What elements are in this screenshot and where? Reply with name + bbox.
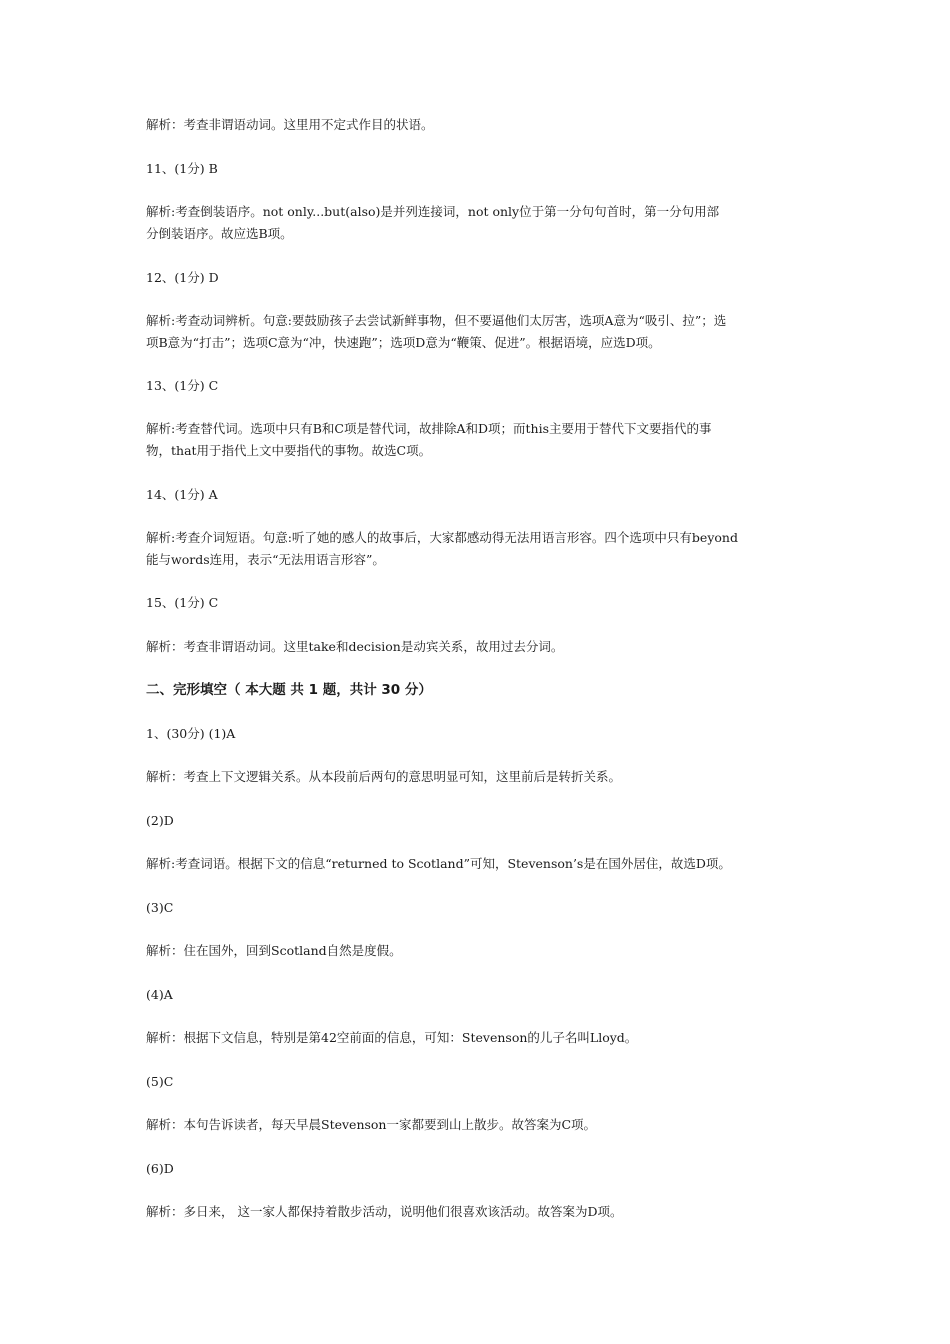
explanation-15: 解析：考查非谓语动词。这里take和decision是动宾关系，故用过去分词。 — [146, 639, 564, 654]
explanation-12-line2: 项B意为“打击”；选项C意为“冲，快速跑”；选项D意为“鞭策、促进”。根据语境，应选D项。 — [146, 335, 661, 350]
explanation-cloze-5: 解析：本句告诉读者，每天早晨Stevenson一家都要到山上散步。故答案为C项。 — [146, 1117, 597, 1132]
answer-14: 14、(1分) A — [146, 487, 218, 502]
explanation-14-line1: 解析:考查介词短语。句意:听了她的感人的故事后，大家都感动得无法用语言形容。四个选项中只有beyond — [146, 530, 738, 545]
explanation-cloze-3: 解析：住在国外，回到Scotland自然是度假。 — [146, 943, 402, 958]
answer-15: 15、(1分) C — [146, 595, 219, 610]
explanation-11-line2: 分倒装语序。故应选B项。 — [146, 226, 293, 241]
answer-cloze-3: (3)C — [146, 900, 174, 915]
section-heading-cloze: 二、完形填空（ 本大题 共 1 题，共计 30 分） — [146, 682, 432, 698]
answer-cloze-2: (2)D — [146, 813, 174, 828]
explanation-cloze-2: 解析:考查词语。根据下文的信息“returned to Scotland”可知，Stevenson’s是在国外居住，故选D项。 — [146, 856, 731, 871]
answer-13: 13、(1分) C — [146, 378, 219, 393]
answer-cloze-4: (4)A — [146, 987, 173, 1002]
explanation-cloze-4: 解析：根据下文信息，特别是第42空前面的信息，可知：Stevenson的儿子名叫Lloyd。 — [146, 1030, 638, 1045]
explanation-cloze-1: 解析：考查上下文逻辑关系。从本段前后两句的意思明显可知，这里前后是转折关系。 — [146, 769, 622, 784]
answer-cloze-1: 1、(30分) (1)A — [146, 726, 236, 741]
answer-12: 12、(1分) D — [146, 270, 219, 285]
explanation-11-line1: 解析:考查倒装语序。not only...but(also)是并列连接词，not only位于第一分句句首时，第一分句用部 — [146, 204, 720, 219]
explanation-14-line2: 能与words连用，表示“无法用语言形容”。 — [146, 552, 385, 567]
answer-cloze-6: (6)D — [146, 1161, 174, 1176]
explanation-10: 解析：考查非谓语动词。这里用不定式作目的状语。 — [146, 117, 434, 132]
explanation-12-line1: 解析:考查动词辨析。句意:要鼓励孩子去尝试新鲜事物，但不要逼他们太厉害，选项A意为“吸引、拉”；选 — [146, 313, 727, 328]
explanation-13-line2: 物，that用于指代上文中要指代的事物。故选C项。 — [146, 443, 432, 458]
explanation-13-line1: 解析:考查替代词。选项中只有B和C项是替代词，故排除A和D项；而this主要用于替代下文要指代的事 — [146, 421, 712, 436]
answer-11: 11、(1分) B — [146, 161, 218, 176]
explanation-cloze-6: 解析：多日来， 这一家人都保持着散步活动，说明他们很喜欢该活动。故答案为D项。 — [146, 1204, 623, 1219]
answer-cloze-5: (5)C — [146, 1074, 174, 1089]
